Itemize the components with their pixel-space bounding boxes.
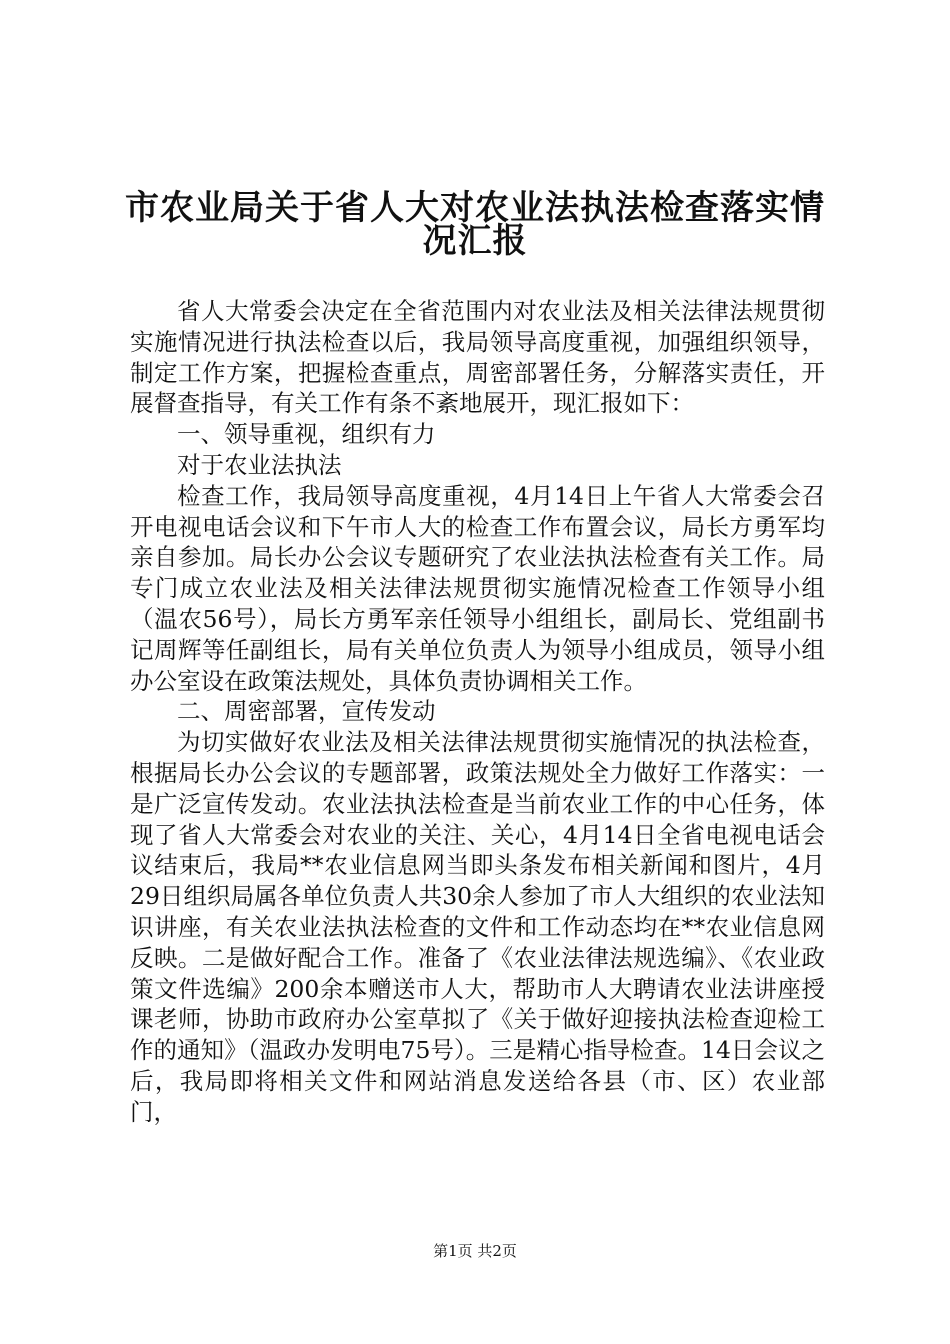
document-body [130,296,825,1128]
paragraph-intro: 省人大常委会决定在全省范围内对农业法及相关法律法规贯彻实施情况进行执法检查以后，我局领导高度重视，加强组织领导，制定工作方案，把握检查重点，周密部署任务，分解落实责任，开展督查指导，有关工作有条不紊地展开，现汇报如下： [130,297,825,418]
section-heading-2: 二、周密部署，宣传发动 [177,697,436,726]
paragraph-lead: 对于农业法执法 [177,450,342,479]
document-title-line-1: 市农业局关于省人大对农业法执法检查落实情 [125,188,825,228]
paragraph-section-1: 检查工作，我局领导高度重视，4月14日上午省人大常委会召开电视电话会议和下午市人大的检查工作布置会议，局长方勇军均亲自参加。局长办公会议专题研究了农业法执法检查有关工作。局专门成立农业法及相关法律法规贯彻实施情况检查工作领导小组（温农56号），局长方勇军亲任领导小组组长，副局长、党组副书记周辉等任副组长，局有关单位负责人为领导小组成员，领导小组办公室设在政策法规处，具体负责协调相关工作。 [130,481,825,695]
page-number-footer: 第1页 共2页 [433,1242,517,1260]
document-title-line-2: 况汇报 [422,221,528,261]
paragraph-section-2: 为切实做好农业法及相关法律法规贯彻实施情况的执法检查，根据局长办公会议的专题部署，政策法规处全力做好工作落实：一是广泛宣传发动。农业法执法检查是当前农业工作的中心任务，体现了省人大常委会对农业的关注、关心，4月14日全省电视电话会议结束后，我局**农业信息网当即头条发布相关新闻和图片，4月29日组织局属各单位负责人共30余人参加了市人大组织的农业法知识讲座，有关农业法执法检查的文件和工作动态均在**农业信息网反映。二是做好配合工作。准备了《农业法律法规选编》、《农业政策文件选编》200余本赠送市人大，帮助市人大聘请农业法讲座授课老师，协助市政府办公室草拟了《关于做好迎接执法检查迎检工作的通知》（温政办发明电75号）。三是精心指导检查。14日会议之后，我局即将相关文件和网站消息发送给各县（市、区）农业部门， [130,728,825,1126]
section-heading-1: 一、领导重视，组织有力 [177,420,436,449]
